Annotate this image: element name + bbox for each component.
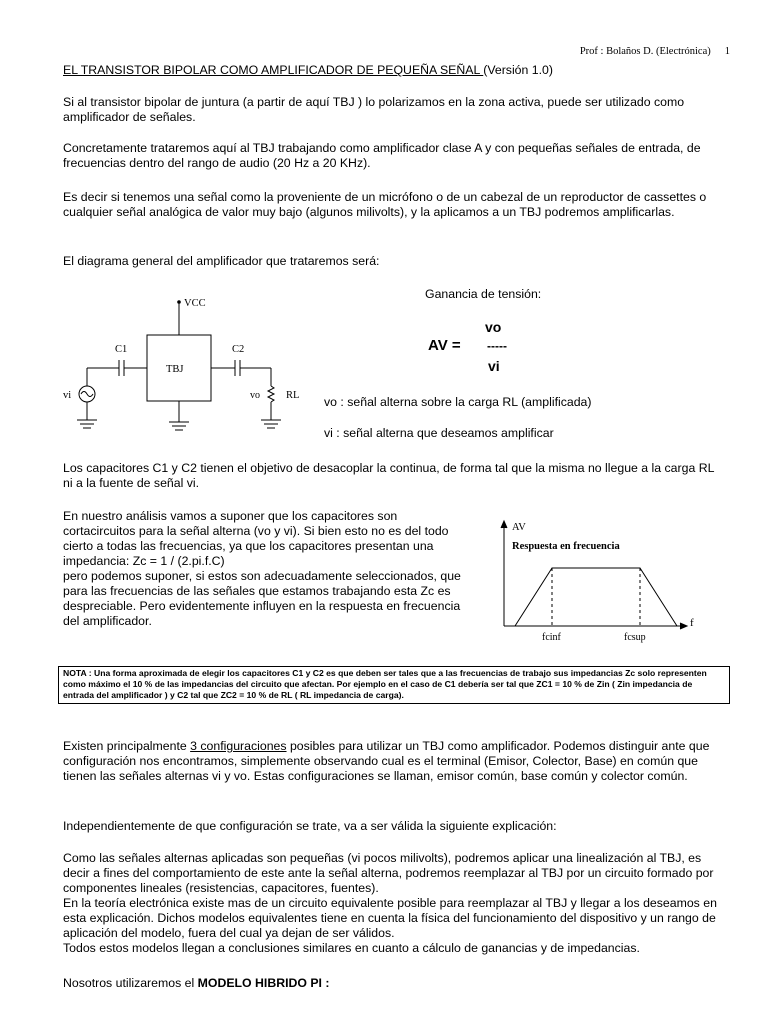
c1-label: C1 <box>115 344 128 355</box>
amplifier-circuit-diagram <box>55 290 315 440</box>
paragraph-intro: Si al transistor bipolar de juntura (a partir de aquí TBJ ) lo polarizamos en la zona activa, puede ser utilizado como amplificador de señales. <box>63 95 685 124</box>
gain-fraction-bar: ----- <box>487 339 507 353</box>
legend-vi: vi : señal alterna que deseamos amplificar <box>324 426 554 440</box>
gain-label: Ganancia de tensión: <box>425 287 542 301</box>
configurations-link[interactable]: 3 configuraciones <box>190 739 287 753</box>
configurations-text-post: posibles para utilizar un TBJ como amplificador. Podemos distinguir ante que configuración nos encontramos, simplemente observando cual es el terminal (Emisor, Colector, Base) en común que tienen las señales alternas vi y vo. Estas configuraciones se llaman, emisor común, base común y colector común. <box>63 739 710 783</box>
vcc-label: VCC <box>184 298 206 309</box>
gain-denominator: vi <box>488 358 500 374</box>
paragraph-analysis <box>63 509 473 629</box>
document-title <box>63 63 723 78</box>
header-author: Prof : Bolaños D. (Electrónica) <box>579 46 711 57</box>
vo-label: vo <box>250 390 260 401</box>
response-curve <box>515 568 677 626</box>
vi-label: vi <box>63 390 72 401</box>
paragraph-capacitors: Los capacitores C1 y C2 tienen el objetivo de desacoplar la continua, de forma tal que la misma no llegue a la carga RL ni a la fuente de señal vi. <box>63 461 714 490</box>
model-name: MODELO HIBRIDO PI : <box>197 976 330 990</box>
analysis-text-a: En nuestro análisis vamos a suponer que los capacitores son cortacircuitos para la señal alterna (vo y vi). Si bien esto no es del todo cierto a todas las frecuencias, ya que los capacitores presentan una impedancia: Zc = 1 / (2.pi.f.C) <box>63 509 449 568</box>
x-axis-label: f <box>690 617 694 629</box>
paragraph-configurations <box>63 739 723 784</box>
paragraph-class-a: Concretamente trataremos aquí al TBJ trabajando como amplificador clase A y con pequeñas señales de entrada, de frecuencias dentro del rango de audio (20 Hz a 20 KHz). <box>63 141 701 170</box>
legend-vo: vo : señal alterna sobre la carga RL (amplificada) <box>324 395 592 409</box>
y-axis-label: AV <box>512 522 526 533</box>
frequency-response-plot <box>482 516 702 646</box>
page-number: 1 <box>724 46 730 57</box>
paragraph-diagram-intro: El diagrama general del amplificador que trataremos será: <box>63 254 380 268</box>
rl-label: RL <box>286 390 300 401</box>
title-main: EL TRANSISTOR BIPOLAR COMO AMPLIFICADOR DE PEQUEÑA SEÑAL <box>63 63 484 77</box>
analysis-text-b: pero podemos suponer, si estos son adecuadamente seleccionados, que para las frecuencias de las señales que estamos trabajando esta Zc es despreciable. Pero evidentemente influyen en la respuesta en frecuencia del amplificador. <box>63 569 461 628</box>
configurations-text-pre: Existen principalmente <box>63 739 191 753</box>
linearization-text-a: Como las señales alternas aplicadas son pequeñas (vi pocos milivolts), podremos aplicar una linealización al TBJ, es decir a fines del comportamiento de este ante la señal alterna, podremos reemplazar al TBJ por un circuito formado por componentes lineales (resistencias, capacitores, fuentes). <box>63 851 714 895</box>
c2-label: C2 <box>232 344 245 355</box>
plot-title: Respuesta en frecuencia <box>512 541 620 552</box>
linearization-text-b: En la teoría electrónica existe mas de un circuito equivalente posible para reemplazar al TBJ y llegar a los deseamos en esta explicación. Dichos modelos equivalentes tiene en cuenta la física del funcionamiento del dispositivo y un rango de aplicación del modelo, fuera del cual ya dejan de ser válidos. <box>63 896 717 940</box>
tbj-label: TBJ <box>166 364 184 375</box>
model-text-pre: Nosotros utilizaremos el <box>63 976 198 990</box>
title-version: (Versión 1.0) <box>483 63 553 77</box>
paragraph-linearization <box>63 851 723 956</box>
fcinf-label: fcinf <box>542 632 561 643</box>
linearization-text-c: Todos estos modelos llegan a conclusiones similares en cuanto a cálculo de ganancias y de impedancias. <box>63 941 640 955</box>
gain-lhs: AV = <box>428 337 461 354</box>
fcsup-label: fcsup <box>624 632 646 643</box>
page-header <box>580 44 730 59</box>
note-box: NOTA : Una forma aproximada de elegir los capacitores C1 y C2 es que deben ser tales que a las frecuencias de trabajo sus impedancias Zc solo representen como máximo el 10 % de las impedancias del circuito que afectan. Por ejemplo en el caso de C1 debería ser tal que ZC1 = 10 % de Zin ( Zin impedancia de entrada del amplificador ) y C2 tal que ZC2 = 10 % de RL ( RL impedancia de carga). <box>58 666 730 704</box>
paragraph-explanation-intro: Independientemente de que configuración se trate, va a ser válida la siguiente explicación: <box>63 819 557 833</box>
paragraph-microphone: Es decir si tenemos una señal como la proveniente de un micrófono o de un cabezal de un reproductor de cassettes o cualquier señal analógica de valor muy bajo (algunos milivolts), y la aplicamos a un TBJ podremos amplificarlas. <box>63 190 707 219</box>
paragraph-model <box>63 976 723 991</box>
rl-resistor <box>268 386 274 402</box>
gain-numerator: vo <box>485 319 502 335</box>
